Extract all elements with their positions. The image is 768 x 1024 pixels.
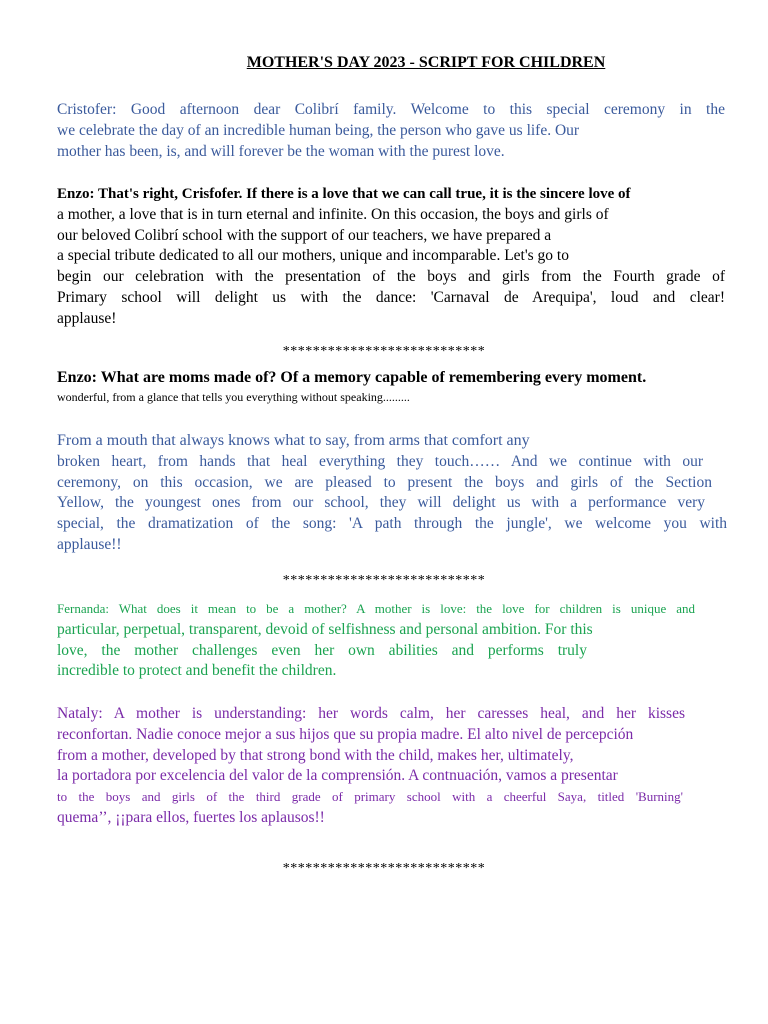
paragraph-line: to the boys and girls of the third grade of primary school with a cheerful Saya, titled 'Burning' (57, 789, 683, 805)
mouth-paragraph (57, 431, 725, 556)
separator: *************************** (282, 861, 486, 876)
enzo-paragraph-1 (57, 184, 725, 330)
paragraph-line: special, the dramatization of the song: 'A path through the jungle', we welcome you with (57, 515, 727, 533)
separator: *************************** (282, 344, 486, 359)
paragraph-line: From a mouth that always knows what to say, from arms that comfort any (57, 432, 530, 449)
document-title: MOTHER'S DAY 2023 - SCRIPT FOR CHILDREN (246, 54, 606, 71)
paragraph-line: reconfortan. Nadie conoce mejor a sus hijos que su propia madre. El alto nivel de percepción (57, 725, 634, 743)
paragraph-line: Enzo: That's right, Crisfofer. If there is a love that we can call true, it is the sincere love of (57, 186, 631, 202)
paragraph-line: mother has been, is, and will forever be the woman with the purest love. (57, 142, 505, 160)
paragraph-line: ceremony, on this occasion, we are pleased to present the boys and girls of the Section (57, 473, 712, 491)
paragraph-line: a mother, a love that is in turn eternal and infinite. On this occasion, the boys and girls of (57, 205, 609, 223)
paragraph-line: from a mother, developed by that strong bond with the child, makes her, ultimately, (57, 746, 574, 764)
paragraph-line: applause!! (57, 535, 122, 553)
paragraph-line: love, the mother challenges even her own abilities and performs truly (57, 641, 587, 659)
paragraph-line: Enzo: What are moms made of? Of a memory capable of remembering every moment. (57, 369, 647, 386)
paragraph-line: wonderful, from a glance that tells you everything without speaking......... (57, 389, 410, 404)
paragraph-line: broken heart, from hands that heal everything they touch…… And we continue with our (57, 452, 703, 470)
separator: *************************** (282, 573, 486, 588)
paragraph-line: la portadora por excelencia del valor de la comprensión. A contnuación, vamos a presentar (57, 767, 618, 785)
paragraph-line: particular, perpetual, transparent, devoid of selfishness and personal ambition. For this (57, 620, 593, 638)
paragraph-line: a special tribute dedicated to all our mothers, unique and incomparable. Let's go to (57, 247, 569, 265)
paragraph-line: Nataly: A mother is understanding: her words calm, her caresses heal, and her kisses (57, 705, 685, 722)
enzo-paragraph-2 (57, 368, 725, 405)
paragraph-line: Primary school will delight us with the dance: 'Carnaval de Arequipa', loud and clear! (57, 288, 725, 306)
paragraph-line: Yellow, the youngest ones from our school, they will delight us with a performance very (57, 494, 705, 512)
paragraph-line: Fernanda: What does it mean to be a mother? A mother is love: the love for children is unique and (57, 601, 695, 616)
paragraph-line: quema’’, ¡¡para ellos, fuertes los aplausos!! (57, 808, 325, 826)
nataly-paragraph (57, 704, 725, 829)
paragraph-line: we celebrate the day of an incredible human being, the person who gave us life. Our (57, 121, 580, 139)
paragraph-line: our beloved Colibrí school with the support of our teachers, we have prepared a (57, 226, 552, 244)
cristofer-paragraph (57, 100, 725, 162)
paragraph-line: incredible to protect and benefit the children. (57, 662, 337, 680)
paragraph-line: Cristofer: Good afternoon dear Colibrí family. Welcome to this special ceremony in the (57, 101, 725, 118)
paragraph-line: applause! (57, 309, 117, 327)
fernanda-paragraph (57, 599, 725, 682)
paragraph-line: begin our celebration with the presentation of the boys and girls from the Fourth grade of (57, 268, 725, 286)
